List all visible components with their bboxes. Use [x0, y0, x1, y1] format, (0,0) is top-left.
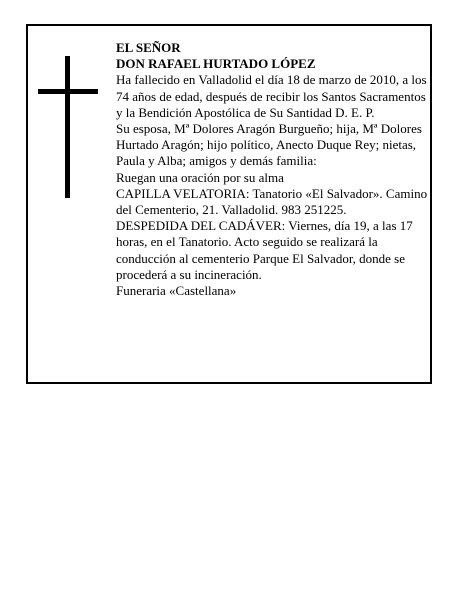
farewell-info: DESPEDIDA DEL CADÁVER: Viernes, día 19, a las 17 horas, en el Tanatorio. Acto seguido se realizará la conducción al cementerio Parque El Salvador, donde se procederá a su incineración.	[116, 218, 413, 282]
family-mourners: Su esposa, Mª Dolores Aragón Burgueño; hija, Mª Dolores Hurtado Aragón; hijo político, Anecto Duque Rey; nietas, Paula y Alba; amigos y demás familia:	[116, 121, 422, 169]
obituary-notice	[26, 24, 432, 384]
funeral-home: Funeraria «Castellana»	[116, 283, 237, 299]
latin-cross-icon	[38, 56, 98, 198]
deceased-name: DON RAFAEL HURTADO LÓPEZ	[116, 56, 316, 72]
death-announcement: Ha fallecido en Valladolid el día 18 de marzo de 2010, a los 74 años de edad, después de recibir los Santos Sacramentos y la Bendición Apostólica de Su Santidad D. E. P.	[116, 72, 427, 120]
cross-horizontal-bar	[38, 89, 98, 94]
cross-vertical-bar	[65, 56, 70, 198]
deceased-title: EL SEÑOR	[116, 40, 181, 55]
prayer-request: Ruegan una oración por su alma	[116, 169, 284, 185]
notice-text-block	[116, 40, 428, 299]
chapel-info: CAPILLA VELATORIA: Tanatorio «El Salvador». Camino del Cementerio, 21. Valladolid. 983 251225.	[116, 185, 428, 218]
